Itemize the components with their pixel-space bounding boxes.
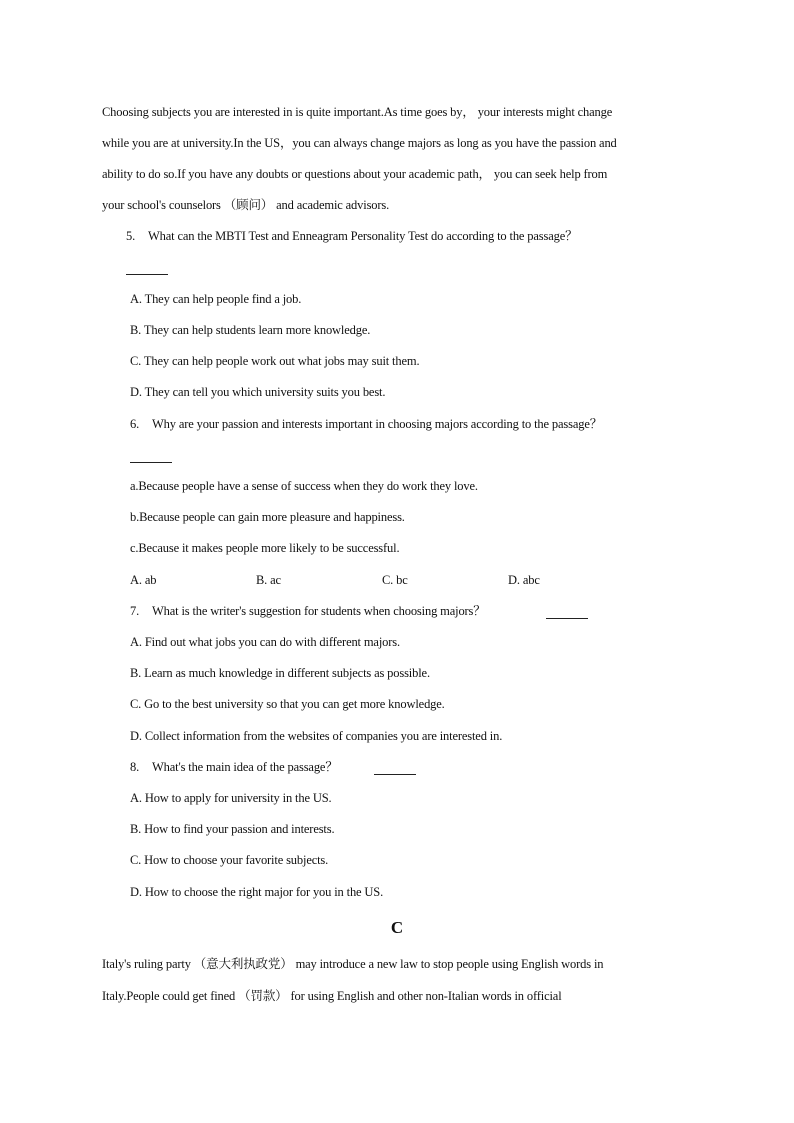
question-6-number: 6.: [130, 417, 140, 431]
q7-option-c: C. Go to the best university so that you can get more knowledge.: [130, 697, 445, 711]
question-6: [130, 416, 730, 432]
q5-option-a: A. They can help people find a job.: [130, 292, 302, 306]
question-8-text: What's the main idea of the passage？: [152, 760, 338, 774]
question-7-number: 7.: [130, 604, 140, 618]
q6-statement-a: a.Because people have a sense of success when they do work they love.: [130, 479, 478, 493]
passage-line-3: ability to do so.If you have any doubts or questions about your academic path， you can seek help from: [102, 167, 608, 181]
q6-option-b: B. ac: [256, 573, 281, 587]
q8-option-b: B. How to find your passion and interests.: [130, 822, 335, 836]
answer-blank-8[interactable]: [374, 774, 416, 775]
q7-option-a: A. Find out what jobs you can do with different majors.: [130, 635, 400, 649]
section-heading-c: C: [390, 918, 404, 937]
section-c-line-2: Italy.People could get fined （罚款） for using English and other non-Italian words in official: [102, 989, 562, 1003]
question-5: [126, 228, 726, 244]
q7-option-d: D. Collect information from the websites of companies you are interested in.: [130, 729, 503, 743]
question-6-text: Why are your passion and interests important in choosing majors according to the passage？: [152, 417, 603, 431]
question-8-number: 8.: [130, 760, 140, 774]
question-8: [130, 759, 730, 775]
question-7: [130, 603, 730, 619]
q6-statement-b: b.Because people can gain more pleasure and happiness.: [130, 510, 405, 524]
q6-statement-c: c.Because it makes people more likely to be successful.: [130, 541, 400, 555]
passage-line-2: while you are at university.In the US，you can always change majors as long as you have the passion and: [102, 136, 617, 150]
q6-option-d: D. abc: [508, 573, 540, 587]
q5-option-d: D. They can tell you which university suits you best.: [130, 385, 386, 399]
q7-option-b: B. Learn as much knowledge in different subjects as possible.: [130, 666, 430, 680]
answer-blank-6[interactable]: [130, 462, 172, 463]
q8-option-d: D. How to choose the right major for you in the US.: [130, 885, 384, 899]
q6-option-a: A. ab: [130, 573, 157, 587]
section-c-line-1: Italy's ruling party （意大利执政党） may introduce a new law to stop people using English words in: [102, 957, 604, 971]
q6-options-row: [130, 572, 730, 588]
q5-option-b: B. They can help students learn more knowledge.: [130, 323, 371, 337]
answer-blank-7[interactable]: [546, 618, 588, 619]
passage-line-4: your school's counselors （顾问） and academic advisors.: [102, 198, 390, 212]
question-5-number: 5.: [126, 229, 136, 243]
answer-blank-5[interactable]: [126, 274, 168, 275]
q8-option-c: C. How to choose your favorite subjects.: [130, 853, 329, 867]
question-5-text: What can the MBTI Test and Enneagram Personality Test do according to the passage？: [148, 229, 578, 243]
q8-option-a: A. How to apply for university in the US.: [130, 791, 332, 805]
q6-option-c: C. bc: [382, 573, 408, 587]
q5-option-c: C. They can help people work out what jobs may suit them.: [130, 354, 420, 368]
passage-line-1: Choosing subjects you are interested in is quite important.As time goes by， your interests might change: [102, 105, 613, 119]
question-7-text: What is the writer's suggestion for students when choosing majors？: [152, 604, 486, 618]
